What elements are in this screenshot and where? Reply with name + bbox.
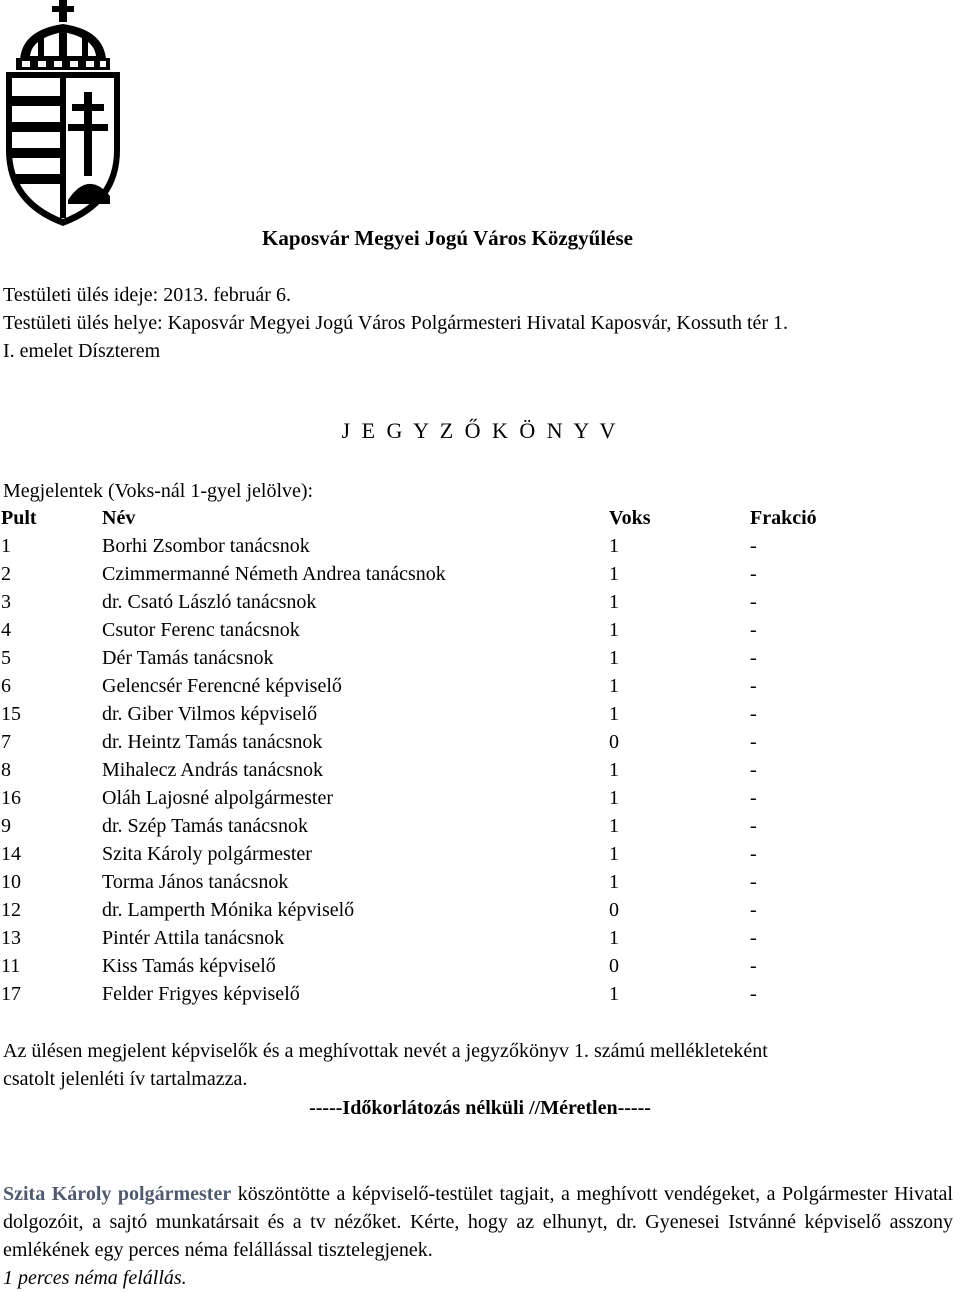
cell-voks: 1 [609,870,619,893]
table-row [1,532,870,560]
cell-voks: 0 [609,730,619,753]
cell-frakcio: - [750,562,757,585]
council-heading: Kaposvár Megyei Jogú Város Közgyűlése [262,226,633,250]
table-row [1,952,870,980]
attendance-rows [1,532,870,1008]
column-header-pult: Pult [1,506,37,529]
cell-pult: 2 [1,562,11,585]
cell-voks: 1 [609,534,619,557]
cell-nev: dr. Lamperth Mónika képviselő [102,898,355,921]
speech-text: köszöntötte a képviselő-testület tagjait, a meghívott vendégeket, a Polgármester Hivatal dolgozóit, a sajtó munkatársait és a tv nézőket. Kérte, hogy az elhunyt, dr. Gyenesei Istvánné képviselő asszony emlékének egy perces néma felállással tisztelegjenek. [3,1183,953,1261]
cell-frakcio: - [750,758,757,781]
table-header-row [1,504,870,532]
cell-pult: 11 [1,954,21,977]
cell-pult: 4 [1,618,11,641]
cell-nev: dr. Giber Vilmos képviselő [102,702,318,725]
cell-frakcio: - [750,926,757,949]
cell-frakcio: - [750,870,757,893]
cell-voks: 1 [609,590,619,613]
cell-frakcio: - [750,534,757,557]
cell-nev: dr. Heintz Tamás tanácsnok [102,730,323,753]
cell-voks: 1 [609,842,619,865]
cell-voks: 0 [609,898,619,921]
document-title: J E G Y Z Ő K Ö N Y V [341,418,619,443]
cell-frakcio: - [750,618,757,641]
cell-voks: 1 [609,562,619,585]
cell-pult: 9 [1,814,11,837]
table-row [1,560,870,588]
cell-frakcio: - [750,730,757,753]
cell-frakcio: - [750,842,757,865]
table-row [1,980,870,1008]
cell-nev: Szita Károly polgármester [102,842,312,865]
hungarian-coat-of-arms-icon [2,0,126,228]
speech-action: 1 perces néma felállás. [3,1267,187,1289]
cell-pult: 10 [1,870,21,893]
cell-pult: 3 [1,590,11,613]
cell-nev: Csutor Ferenc tanácsnok [102,618,300,641]
cell-voks: 1 [609,674,619,697]
cell-nev: Gelencsér Ferencné képviselő [102,674,342,697]
cell-pult: 16 [1,786,21,809]
table-row [1,924,870,952]
cell-nev: Pintér Attila tanácsnok [102,926,285,949]
table-row [1,700,870,728]
column-header-nev: Név [102,506,136,529]
table-row [1,644,870,672]
cell-frakcio: - [750,674,757,697]
table-row [1,812,870,840]
table-row [1,868,870,896]
cell-frakcio: - [750,814,757,837]
cell-pult: 17 [1,982,21,1005]
cell-frakcio: - [750,982,757,1005]
cell-pult: 7 [1,730,11,753]
cell-voks: 1 [609,618,619,641]
table-row [1,728,870,756]
meeting-place: Testületi ülés helye: Kaposvár Megyei Jogú Város Polgármesteri Hivatal Kaposvár, Kossuth tér 1. [3,312,789,334]
cell-pult: 15 [1,702,21,725]
table-row [1,616,870,644]
attendance-note-cont: csatolt jelenléti ív tartalmazza. [3,1068,248,1090]
cell-voks: 0 [609,954,619,977]
table-row [1,840,870,868]
cell-frakcio: - [750,646,757,669]
cell-pult: 1 [1,534,11,557]
cell-nev: Felder Frigyes képviselő [102,982,300,1005]
column-header-voks: Voks [609,506,651,529]
cell-frakcio: - [750,954,757,977]
meeting-date: Testületi ülés ideje: 2013. február 6. [3,284,291,306]
cell-pult: 8 [1,758,11,781]
attendance-intro: Megjelentek (Voks-nál 1-gyel jelölve): [3,480,314,502]
cell-voks: 1 [609,646,619,669]
cell-nev: Oláh Lajosné alpolgármester [102,786,334,809]
attendance-table [1,504,870,1008]
cell-pult: 13 [1,926,21,949]
cell-voks: 1 [609,814,619,837]
cell-nev: Czimmermanné Németh Andrea tanácsnok [102,562,446,585]
column-header-frakcio: Frakció [750,506,817,529]
cell-voks: 1 [609,758,619,781]
table-row [1,588,870,616]
section-separator: -----Időkorlátozás nélküli //Méretlen----- [309,1097,651,1119]
cell-pult: 14 [1,842,21,865]
table-row [1,896,870,924]
cell-nev: Dér Tamás tanácsnok [102,646,274,669]
cell-frakcio: - [750,786,757,809]
cell-voks: 1 [609,926,619,949]
cell-voks: 1 [609,982,619,1005]
cell-frakcio: - [750,898,757,921]
cell-nev: Mihalecz András tanácsnok [102,758,324,781]
cell-nev: Torma János tanácsnok [102,870,289,893]
attendance-note: Az ülésen megjelent képviselők és a meghívottak nevét a jegyzőkönyv 1. számú mellékleteként [3,1040,768,1062]
cell-frakcio: - [750,702,757,725]
cell-frakcio: - [750,590,757,613]
speaker-name: Szita Károly polgármester [3,1183,232,1205]
cell-nev: Kiss Tamás képviselő [102,954,276,977]
speech-paragraph [3,1180,953,1292]
cell-voks: 1 [609,786,619,809]
table-row [1,756,870,784]
cell-nev: dr. Szép Tamás tanácsnok [102,814,308,837]
cell-pult: 5 [1,646,11,669]
cell-nev: Borhi Zsombor tanácsnok [102,534,310,557]
meeting-place-floor: I. emelet Díszterem [3,340,161,362]
table-row [1,672,870,700]
cell-voks: 1 [609,702,619,725]
cell-pult: 12 [1,898,21,921]
table-row [1,784,870,812]
cell-pult: 6 [1,674,11,697]
cell-nev: dr. Csató László tanácsnok [102,590,317,613]
